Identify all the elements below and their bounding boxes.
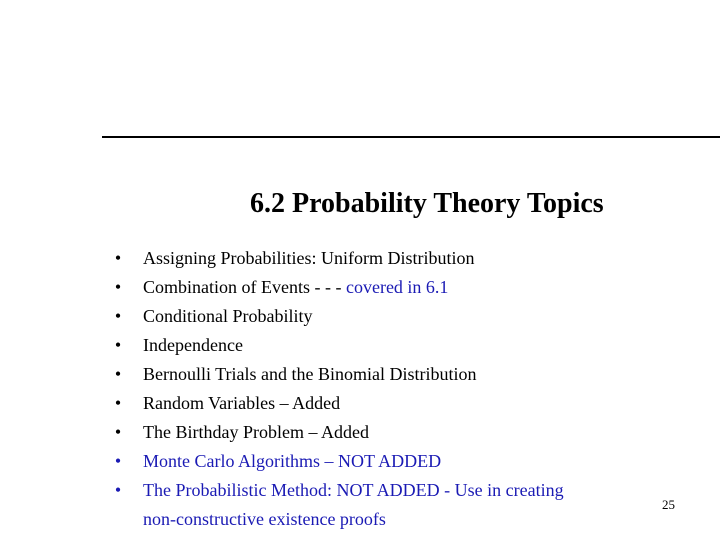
topic-text: Combination of Events - - - xyxy=(143,277,346,297)
topic-item-monte-carlo xyxy=(112,447,612,476)
page-number: 25 xyxy=(662,497,675,512)
bullet-icon: • xyxy=(114,364,122,384)
topic-item-independence xyxy=(112,331,612,360)
title-divider-line xyxy=(102,136,720,138)
topic-item-assigning-probabilities xyxy=(112,244,612,273)
topic-item-combination-of-events xyxy=(112,273,612,302)
topic-text-continuation: non-constructive existence proofs xyxy=(143,509,386,529)
slide-title: 6.2 Probability Theory Topics xyxy=(250,188,604,219)
bullet-icon: • xyxy=(114,422,122,442)
bullet-icon: • xyxy=(114,393,122,413)
topic-text: Random Variables – Added xyxy=(143,393,341,413)
topic-text: Independence xyxy=(143,335,243,355)
bullet-icon: • xyxy=(114,335,122,355)
topic-list xyxy=(112,244,612,534)
topic-text: Monte Carlo Algorithms – NOT ADDED xyxy=(143,451,442,471)
bullet-icon: • xyxy=(114,451,122,471)
topic-item-birthday-problem xyxy=(112,418,612,447)
topic-note: covered in 6.1 xyxy=(345,277,449,297)
topic-text: The Birthday Problem – Added xyxy=(143,422,369,442)
topic-item-probabilistic-method xyxy=(112,476,612,534)
topic-item-conditional-probability xyxy=(112,302,612,331)
bullet-icon: • xyxy=(114,306,122,326)
topic-text: Conditional Probability xyxy=(143,306,313,326)
bullet-icon: • xyxy=(114,277,122,297)
topic-item-random-variables xyxy=(112,389,612,418)
topic-text: The Probabilistic Method: NOT ADDED - Use in creating xyxy=(143,480,564,500)
topic-item-bernoulli-trials xyxy=(112,360,612,389)
topic-text: Assigning Probabilities: Uniform Distribution xyxy=(143,248,475,268)
bullet-icon: • xyxy=(114,480,122,500)
bullet-icon: • xyxy=(114,248,122,268)
topic-text: Bernoulli Trials and the Binomial Distribution xyxy=(143,364,477,384)
